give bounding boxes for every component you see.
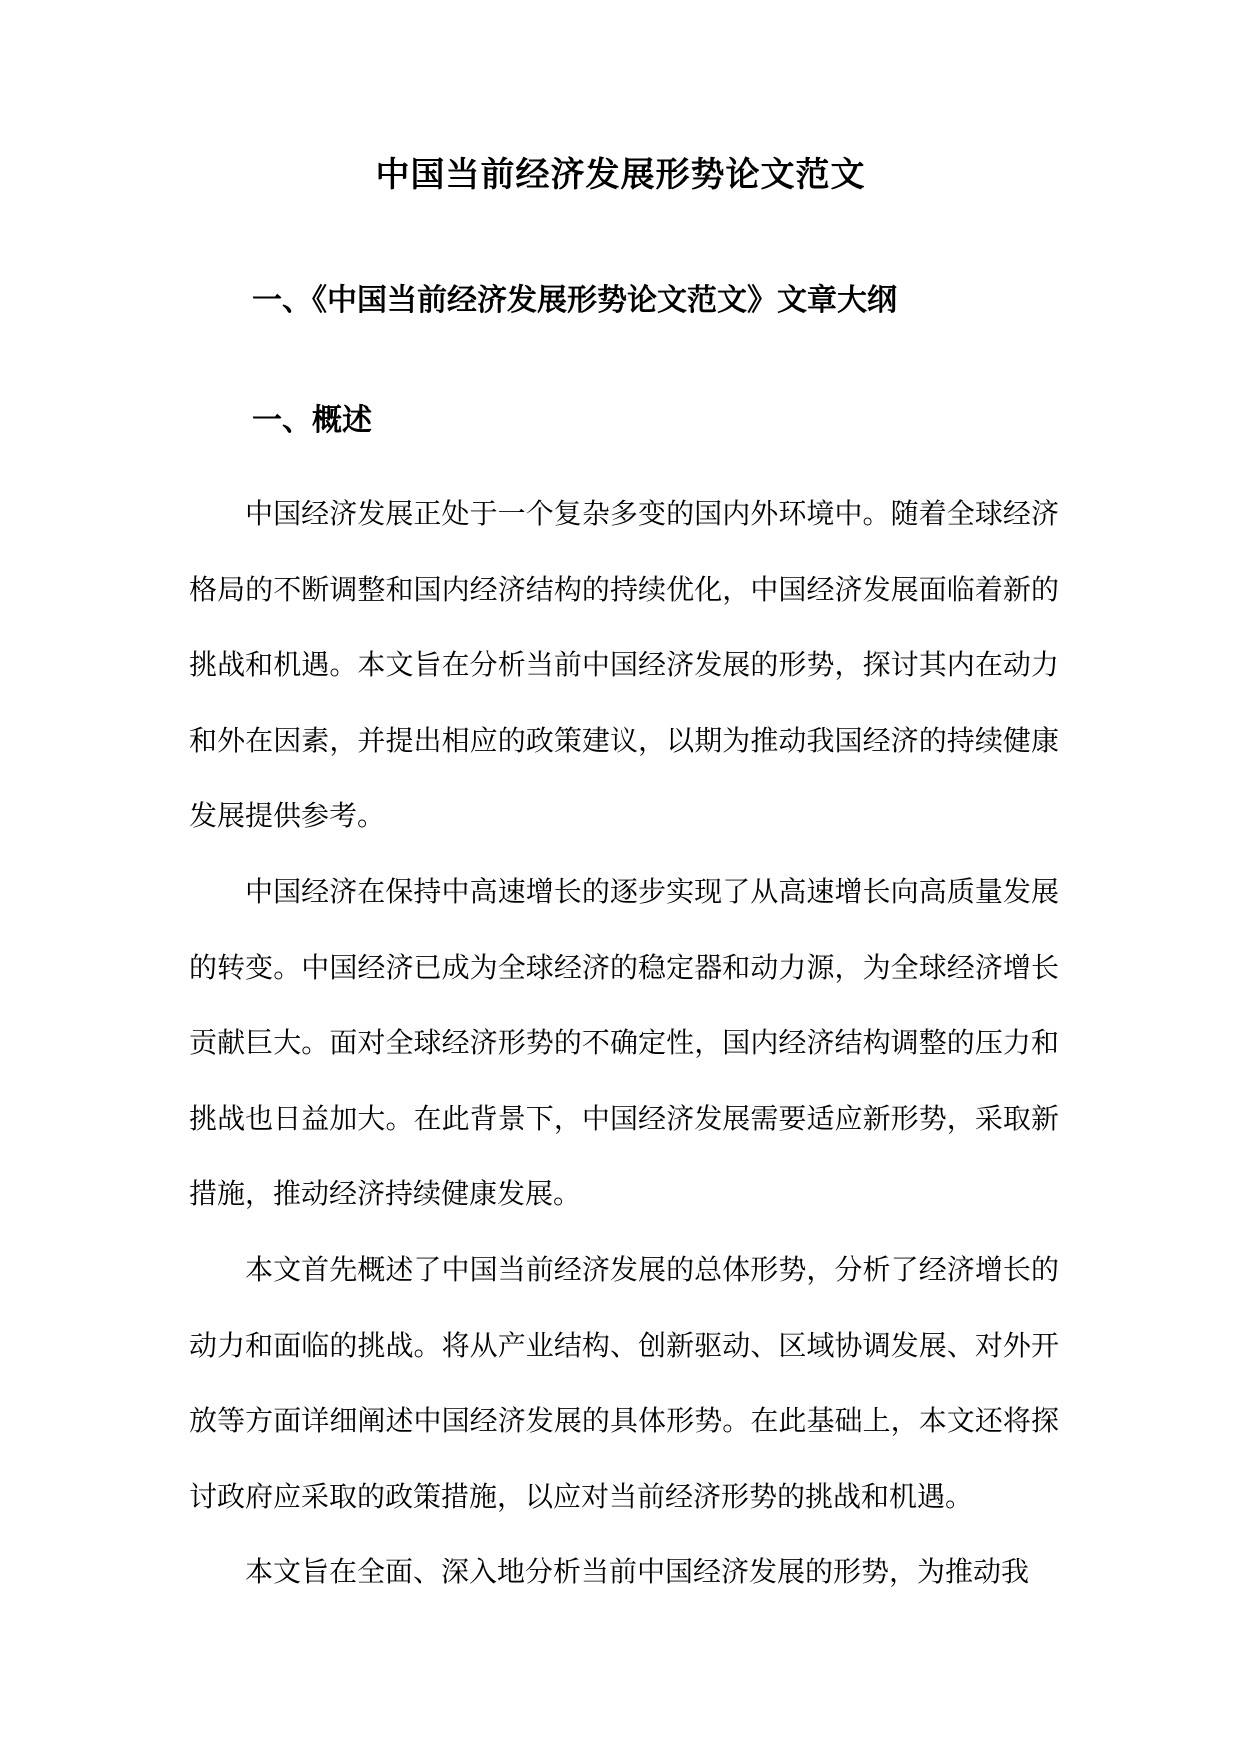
body-paragraph: 本文旨在全面、深入地分析当前中国经济发展的形势，为推动我 bbox=[245, 1555, 1030, 1589]
body-paragraph: 中国经济在保持中高速增长的逐步实现了从高速增长向高质量发展的转变。中国经济已成为全球经济的稳定器和动力源，为全球经济增长贡献巨大。面对全球经济形势的不确定性，国内经济结构调整的压力和挑战也日益加大。在此背景下，中国经济发展需要适应新形势，采取新措施，推动经济持续健康发展。 bbox=[189, 874, 1059, 1211]
section-heading-overview: 一、概述 bbox=[252, 403, 372, 438]
body-paragraph: 本文首先概述了中国当前经济发展的总体形势，分析了经济增长的动力和面临的挑战。将从产业结构、创新驱动、区域协调发展、对外开放等方面详细阐述中国经济发展的具体形势。在此基础上，本文还将探讨政府应采取的政策措施，以应对当前经济形势的挑战和机遇。 bbox=[189, 1252, 1059, 1513]
document-body bbox=[189, 476, 1059, 1610]
body-paragraph: 中国经济发展正处于一个复杂多变的国内外环境中。随着全球经济格局的不断调整和国内经济结构的持续优化，中国经济发展面临着新的挑战和机遇。本文旨在分析当前中国经济发展的形势，探讨其内在动力和外在因素，并提出相应的政策建议，以期为推动我国经济的持续健康发展提供参考。 bbox=[189, 497, 1059, 833]
document-title: 中国当前经济发展形势论文范文 bbox=[375, 155, 866, 195]
outline-heading: 一、《中国当前经济发展形势论文范文》文章大纲 bbox=[252, 283, 897, 318]
